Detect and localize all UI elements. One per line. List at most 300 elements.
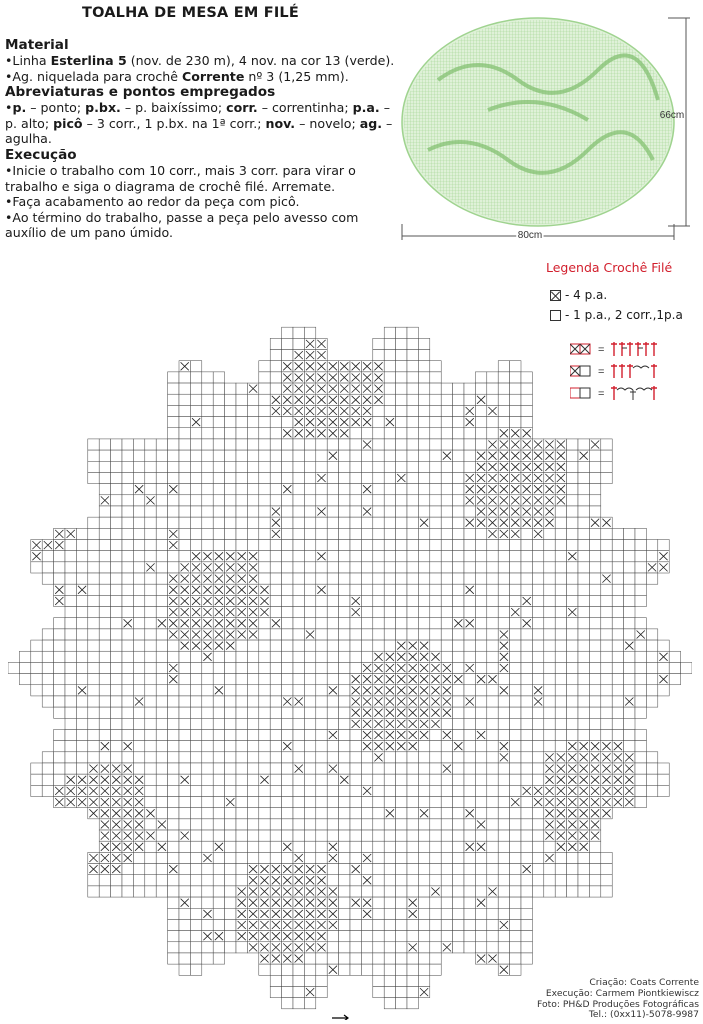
- chart-cell: [453, 551, 464, 562]
- chart-cell: [236, 383, 247, 394]
- chart-cell: [259, 562, 270, 573]
- chart-cell: [669, 651, 680, 662]
- chart-cell: [156, 607, 167, 618]
- chart-cell: [612, 584, 623, 595]
- chart-cell: [350, 785, 361, 796]
- chart-cell: [350, 506, 361, 517]
- chart-cell: [304, 707, 315, 718]
- chart-cell: [555, 674, 566, 685]
- chart-cell: [544, 875, 555, 886]
- chart-cell: [282, 551, 293, 562]
- chart-cell: [601, 607, 612, 618]
- chart-cell: [510, 662, 521, 673]
- chart-cell: [453, 539, 464, 550]
- chart-cell: [453, 752, 464, 763]
- chart-cell: [418, 875, 429, 886]
- chart-cell: [589, 729, 600, 740]
- chart-cell: [567, 685, 578, 696]
- chart-cell: [270, 584, 281, 595]
- chart-cell: [373, 629, 384, 640]
- chart-cell: [418, 472, 429, 483]
- chart-cell: [555, 551, 566, 562]
- chart-cell: [54, 562, 65, 573]
- chart-cell: [487, 864, 498, 875]
- chart-cell: [441, 573, 452, 584]
- chart-cell: [54, 752, 65, 763]
- chart-cell: [225, 785, 236, 796]
- chart-cell: [361, 841, 372, 852]
- chart-cell: [601, 528, 612, 539]
- chart-cell: [304, 718, 315, 729]
- chart-cell: [624, 595, 635, 606]
- chart-cell: [555, 517, 566, 528]
- chart-cell: [441, 618, 452, 629]
- chart-cell: [42, 674, 53, 685]
- chart-cell: [111, 875, 122, 886]
- chart-cell: [498, 696, 509, 707]
- chart-cell: [236, 450, 247, 461]
- chart-cell: [339, 439, 350, 450]
- chart-cell: [111, 528, 122, 539]
- chart-cell: [555, 607, 566, 618]
- chart-cell: [293, 752, 304, 763]
- chart-cell: [282, 528, 293, 539]
- chart-cell: [612, 562, 623, 573]
- chart-cell: [475, 417, 486, 428]
- chart-cell: [259, 629, 270, 640]
- chart-cell: [304, 674, 315, 685]
- chart-cell: [532, 674, 543, 685]
- chart-cell: [373, 539, 384, 550]
- chart-cell: [510, 763, 521, 774]
- chart-cell: [225, 864, 236, 875]
- chart-cell: [430, 484, 441, 495]
- chart-cell: [487, 696, 498, 707]
- chart-cell: [384, 562, 395, 573]
- chart-cell: [373, 484, 384, 495]
- chart-cell: [247, 819, 258, 830]
- chart-cell: [42, 573, 53, 584]
- chart-cell: [487, 931, 498, 942]
- chart-cell: [510, 718, 521, 729]
- chart-cell: [236, 852, 247, 863]
- chart-cell: [168, 763, 179, 774]
- chart-cell: [293, 830, 304, 841]
- chart-cell: [304, 808, 315, 819]
- chart-cell: [407, 338, 418, 349]
- chart-cell: [350, 886, 361, 897]
- chart-cell: [589, 629, 600, 640]
- chart-cell: [384, 428, 395, 439]
- chart-cell: [316, 528, 327, 539]
- chart-cell: [99, 484, 110, 495]
- chart-cell: [339, 864, 350, 875]
- chart-cell: [54, 629, 65, 640]
- chart-cell: [99, 539, 110, 550]
- chart-cell: [179, 718, 190, 729]
- chart-cell: [646, 696, 657, 707]
- chart-cell: [282, 707, 293, 718]
- chart-cell: [555, 528, 566, 539]
- chart-cell: [282, 495, 293, 506]
- chart-cell: [179, 852, 190, 863]
- chart-cell: [521, 696, 532, 707]
- chart-cell: [145, 785, 156, 796]
- chart-cell: [418, 495, 429, 506]
- chart-cell: [111, 562, 122, 573]
- chart-cell: [589, 607, 600, 618]
- chart-cell: [601, 562, 612, 573]
- chart-cell: [304, 607, 315, 618]
- chart-cell: [156, 797, 167, 808]
- chart-cell: [293, 338, 304, 349]
- chart-cell: [202, 942, 213, 953]
- chart-cell: [76, 640, 87, 651]
- chart-cell: [350, 763, 361, 774]
- chart-cell: [270, 428, 281, 439]
- chart-cell: [510, 741, 521, 752]
- chart-cell: [190, 819, 201, 830]
- chart-cell: [293, 964, 304, 975]
- chart-cell: [464, 383, 475, 394]
- chart-cell: [464, 506, 475, 517]
- chart-cell: [601, 651, 612, 662]
- chart-cell: [475, 808, 486, 819]
- chart-cell: [282, 729, 293, 740]
- chart-cell: [122, 718, 133, 729]
- chart-cell: [487, 539, 498, 550]
- chart-cell: [532, 707, 543, 718]
- chart-cell: [236, 752, 247, 763]
- chart-cell: [361, 450, 372, 461]
- chart-cell: [156, 864, 167, 875]
- chart-cell: [361, 629, 372, 640]
- chart-cell: [225, 852, 236, 863]
- chart-cell: [430, 819, 441, 830]
- chart-cell: [487, 774, 498, 785]
- chart-cell: [339, 841, 350, 852]
- chart-cell: [612, 551, 623, 562]
- chart-cell: [304, 461, 315, 472]
- chart-cell: [498, 785, 509, 796]
- chart-cell: [418, 428, 429, 439]
- chart-cell: [601, 718, 612, 729]
- chart-cell: [407, 461, 418, 472]
- chart-cell: [225, 394, 236, 405]
- chart-cell: [487, 752, 498, 763]
- chart-cell: [111, 461, 122, 472]
- chart-cell: [168, 394, 179, 405]
- chart-cell: [589, 651, 600, 662]
- chart-cell: [304, 573, 315, 584]
- chart-cell: [521, 662, 532, 673]
- chart-cell: [88, 595, 99, 606]
- chart-cell: [510, 707, 521, 718]
- chart-cell: [293, 998, 304, 1009]
- chart-cell: [384, 383, 395, 394]
- chart-cell: [339, 741, 350, 752]
- chart-cell: [453, 886, 464, 897]
- chart-cell: [327, 674, 338, 685]
- chart-cell: [441, 797, 452, 808]
- chart-cell: [122, 562, 133, 573]
- chart-cell: [270, 629, 281, 640]
- chart-cell: [190, 841, 201, 852]
- chart-cell: [156, 852, 167, 863]
- chart-cell: [122, 495, 133, 506]
- chart-cell: [567, 528, 578, 539]
- chart-cell: [339, 718, 350, 729]
- chart-cell: [453, 607, 464, 618]
- chart-cell: [145, 729, 156, 740]
- chart-cell: [396, 897, 407, 908]
- chart-cell: [327, 797, 338, 808]
- chart-cell: [213, 539, 224, 550]
- chart-cell: [42, 662, 53, 673]
- chart-cell: [510, 394, 521, 405]
- chart-cell: [521, 539, 532, 550]
- chart-cell: [145, 461, 156, 472]
- chart-cell: [133, 584, 144, 595]
- chart-cell: [247, 428, 258, 439]
- chart-cell: [532, 763, 543, 774]
- chart-cell: [282, 517, 293, 528]
- chart-cell: [532, 864, 543, 875]
- chart-cell: [475, 607, 486, 618]
- chart-cell: [521, 640, 532, 651]
- chart-cell: [293, 472, 304, 483]
- chart-cell: [510, 417, 521, 428]
- chart-cell: [407, 327, 418, 338]
- chart-cell: [122, 640, 133, 651]
- chart-cell: [190, 729, 201, 740]
- chart-cell: [145, 774, 156, 785]
- chart-cell: [361, 595, 372, 606]
- chart-cell: [99, 528, 110, 539]
- chart-cell: [453, 707, 464, 718]
- chart-cell: [396, 338, 407, 349]
- chart-cell: [145, 439, 156, 450]
- chart-cell: [339, 852, 350, 863]
- chart-cell: [247, 662, 258, 673]
- chart-cell: [578, 539, 589, 550]
- chart-cell: [396, 785, 407, 796]
- chart-cell: [510, 383, 521, 394]
- chart-cell: [202, 886, 213, 897]
- chart-cell: [361, 964, 372, 975]
- chart-cell: [327, 741, 338, 752]
- chart-cell: [578, 495, 589, 506]
- chart-cell: [532, 539, 543, 550]
- chart-cell: [145, 472, 156, 483]
- chart-cell: [555, 506, 566, 517]
- chart-cell: [396, 964, 407, 975]
- chart-cell: [54, 763, 65, 774]
- chart-cell: [99, 685, 110, 696]
- chart-cell: [418, 741, 429, 752]
- chart-cell: [441, 539, 452, 550]
- chart-cell: [168, 707, 179, 718]
- chart-cell: [293, 819, 304, 830]
- chart-cell: [65, 618, 76, 629]
- chart-cell: [247, 729, 258, 740]
- chart-cell: [373, 763, 384, 774]
- chart-cell: [373, 841, 384, 852]
- chart-cell: [259, 841, 270, 852]
- chart-cell: [88, 607, 99, 618]
- chart-cell: [111, 674, 122, 685]
- chart-cell: [42, 551, 53, 562]
- chart-cell: [373, 562, 384, 573]
- chart-cell: [521, 919, 532, 930]
- chart-cell: [601, 618, 612, 629]
- chart-cell: [339, 539, 350, 550]
- chart-cell: [384, 931, 395, 942]
- chart-cell: [111, 472, 122, 483]
- chart-cell: [544, 651, 555, 662]
- chart-cell: [247, 439, 258, 450]
- chart-cell: [145, 595, 156, 606]
- chart-cell: [54, 729, 65, 740]
- chart-cell: [475, 528, 486, 539]
- chart-cell: [99, 506, 110, 517]
- chart-cell: [418, 383, 429, 394]
- chart-cell: [156, 484, 167, 495]
- chart-cell: [133, 852, 144, 863]
- chart-cell: [510, 752, 521, 763]
- chart-cell: [225, 763, 236, 774]
- chart-cell: [213, 696, 224, 707]
- chart-cell: [145, 629, 156, 640]
- chart-cell: [441, 886, 452, 897]
- execution-step-2: •Faça acabamento ao redor da peça com picô.: [5, 194, 300, 210]
- chart-cell: [384, 897, 395, 908]
- chart-cell: [430, 808, 441, 819]
- chart-cell: [430, 931, 441, 942]
- chart-cell: [521, 808, 532, 819]
- chart-cell: [168, 785, 179, 796]
- chart-cell: [532, 741, 543, 752]
- chart-cell: [293, 607, 304, 618]
- chart-cell: [464, 919, 475, 930]
- chart-cell: [179, 919, 190, 930]
- chart-cell: [475, 696, 486, 707]
- chart-cell: [464, 461, 475, 472]
- chart-cell: [133, 551, 144, 562]
- chart-cell: [635, 539, 646, 550]
- chart-cell: [532, 830, 543, 841]
- chart-cell: [441, 607, 452, 618]
- chart-cell: [122, 696, 133, 707]
- instructions: [5, 37, 397, 241]
- chart-cell: [373, 986, 384, 997]
- chart-cell: [407, 864, 418, 875]
- chart-cell: [361, 528, 372, 539]
- chart-cell: [99, 551, 110, 562]
- chart-cell: [453, 450, 464, 461]
- chart-cell: [339, 495, 350, 506]
- chart-cell: [270, 439, 281, 450]
- chart-cell: [418, 506, 429, 517]
- chart-cell: [407, 607, 418, 618]
- chart-cell: [76, 674, 87, 685]
- chart-cell: [430, 539, 441, 550]
- chart-cell: [487, 908, 498, 919]
- chart-cell: [487, 785, 498, 796]
- chart-cell: [396, 797, 407, 808]
- chart-cell: [601, 439, 612, 450]
- chart-cell: [361, 864, 372, 875]
- chart-cell: [384, 852, 395, 863]
- chart-cell: [418, 763, 429, 774]
- chart-cell: [156, 696, 167, 707]
- chart-cell: [646, 640, 657, 651]
- chart-cell: [304, 964, 315, 975]
- chart-cell: [179, 528, 190, 539]
- chart-cell: [156, 573, 167, 584]
- chart-cell: [236, 707, 247, 718]
- legend-filled-row: [550, 288, 607, 302]
- chart-cell: [555, 718, 566, 729]
- chart-cell: [99, 584, 110, 595]
- chart-cell: [361, 931, 372, 942]
- chart-cell: [373, 852, 384, 863]
- chart-cell: [304, 819, 315, 830]
- chart-cell: [122, 551, 133, 562]
- chart-cell: [339, 707, 350, 718]
- chart-cell: [350, 573, 361, 584]
- chart-cell: [475, 618, 486, 629]
- chart-cell: [567, 696, 578, 707]
- chart-cell: [99, 618, 110, 629]
- chart-cell: [624, 629, 635, 640]
- chart-cell: [350, 629, 361, 640]
- chart-cell: [487, 372, 498, 383]
- chart-cell: [430, 919, 441, 930]
- chart-cell: [453, 584, 464, 595]
- chart-cell: [327, 942, 338, 953]
- chart-cell: [453, 517, 464, 528]
- chart-cell: [555, 729, 566, 740]
- chart-cell: [270, 484, 281, 495]
- chart-cell: [282, 629, 293, 640]
- chart-cell: [544, 640, 555, 651]
- chart-cell: [487, 607, 498, 618]
- chart-cell: [612, 595, 623, 606]
- chart-cell: [487, 417, 498, 428]
- chart-cell: [316, 819, 327, 830]
- chart-cell: [42, 629, 53, 640]
- chart-cell: [202, 696, 213, 707]
- chart-cell: [453, 864, 464, 875]
- chart-cell: [567, 461, 578, 472]
- chart-cell: [646, 685, 657, 696]
- chart-cell: [54, 707, 65, 718]
- chart-cell: [396, 595, 407, 606]
- chart-cell: [487, 841, 498, 852]
- chart-cell: [327, 931, 338, 942]
- chart-cell: [578, 696, 589, 707]
- chart-cell: [99, 752, 110, 763]
- chart-cell: [555, 539, 566, 550]
- chart-cell: [111, 729, 122, 740]
- chart-cell: [589, 707, 600, 718]
- chart-cell: [304, 651, 315, 662]
- chart-cell: [350, 439, 361, 450]
- chart-cell: [418, 785, 429, 796]
- chart-cell: [430, 372, 441, 383]
- chart-cell: [441, 808, 452, 819]
